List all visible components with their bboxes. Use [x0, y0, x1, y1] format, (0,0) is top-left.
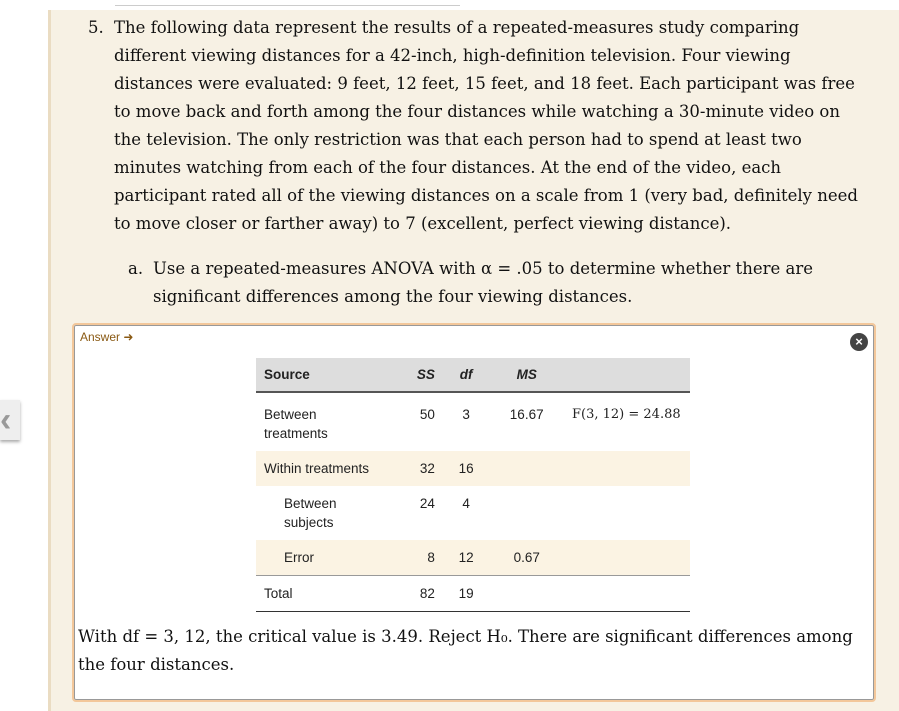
ms: 16.67: [509, 407, 544, 422]
ms: [489, 451, 564, 486]
header-source: Source: [256, 358, 392, 392]
browser-toolbar-edge: [115, 0, 460, 6]
question-text: The following data represent the results of a repeated-measures study comparing different viewing distances for a 42-inch, high-definition television. Four viewing distances were evaluated: 9 feet, 12 feet, 15 feet, and 18 feet. Each participant was free to move back and forth among the four distances while watching a 30-minute video on the television. The only restriction was that each person had to spend at least two minutes watching from each of the four distances. At the end of the video, each participant rated all of the viewing distances on a scale from 1 (very bad, definitely need to move closer or farther away) to 7 (excellent, perfect viewing distance).: [114, 18, 858, 233]
question-5: [88, 14, 868, 238]
header-ms: MS: [489, 358, 564, 392]
df: 4: [462, 496, 470, 511]
part-letter: a.: [128, 259, 144, 278]
df: 12: [443, 540, 489, 576]
answer-box: [72, 323, 876, 702]
table-header: [256, 358, 690, 392]
ms: [489, 486, 564, 540]
ss: 8: [392, 540, 443, 576]
table-row: [256, 486, 690, 540]
source: Between treatments: [264, 407, 328, 441]
f-ratio: [564, 576, 690, 612]
ms: 0.67: [489, 540, 564, 576]
close-icon[interactable]: ×: [850, 333, 868, 351]
ss: 32: [392, 451, 443, 486]
ss: 82: [392, 576, 443, 612]
header-ss: SS: [392, 358, 443, 392]
table-row: [256, 392, 690, 451]
ss: 50: [419, 407, 435, 422]
chevron-left-icon: ‹: [0, 401, 12, 439]
table-row: [256, 451, 690, 486]
ms: [489, 576, 564, 612]
table-row: [256, 540, 690, 576]
ss: 24: [419, 496, 435, 511]
header-df: df: [443, 358, 489, 392]
source: Between subjects: [284, 496, 337, 530]
f-ratio: F(3, 12) = 24.88: [572, 407, 681, 422]
table-row: [256, 576, 690, 612]
answer-toggle[interactable]: Answer ➜: [80, 330, 134, 344]
df: 19: [443, 576, 489, 612]
f-ratio: [564, 540, 690, 576]
anova-table: [256, 358, 690, 612]
previous-page-button[interactable]: [0, 400, 20, 440]
source: Error: [256, 540, 392, 576]
question-part-a: [128, 255, 828, 311]
f-ratio: [564, 486, 690, 540]
f-ratio: [564, 451, 690, 486]
df: 16: [443, 451, 489, 486]
header-f: [564, 358, 690, 392]
df: 3: [462, 407, 470, 422]
conclusion-text: With df = 3, 12, the critical value is 3.49. Reject H₀. There are significant differences among the four distances.: [78, 627, 853, 674]
source: Within treatments: [256, 451, 392, 486]
question-number: 5.: [88, 18, 104, 37]
part-text: Use a repeated-measures ANOVA with α = .05 to determine whether there are significant differences among the four viewing distances.: [153, 259, 813, 306]
source: Total: [256, 576, 392, 612]
